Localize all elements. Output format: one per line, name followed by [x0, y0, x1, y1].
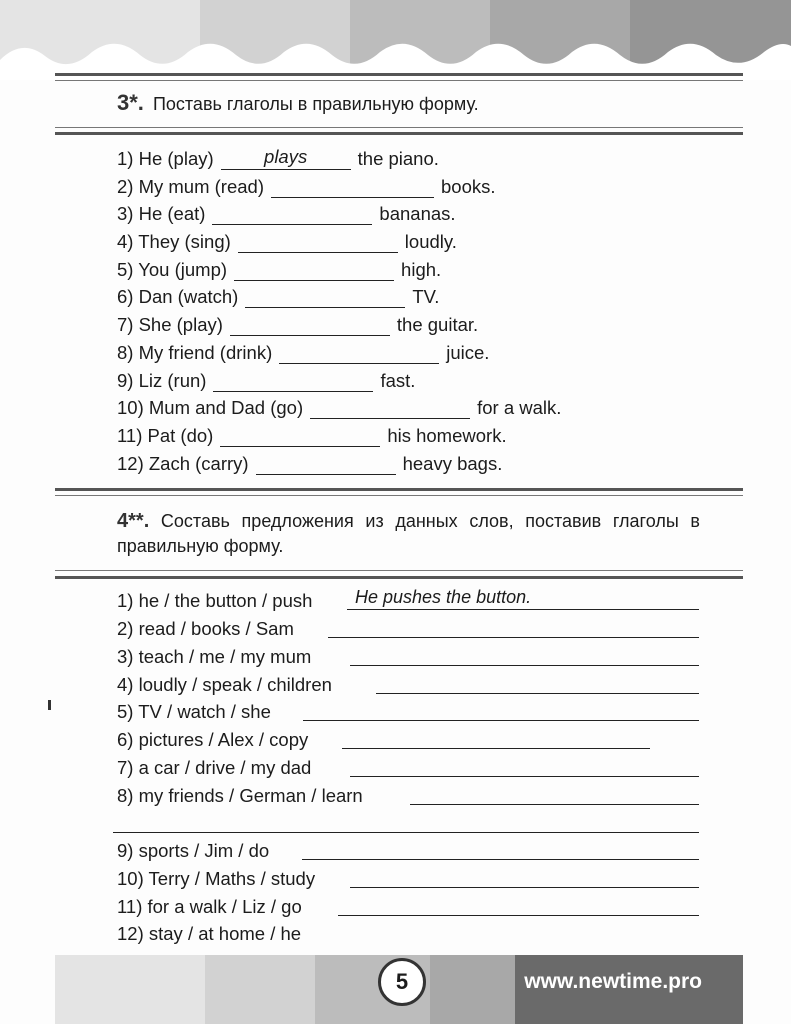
answer-blank[interactable]: [256, 454, 396, 475]
task4-number: 4**.: [117, 510, 150, 532]
item-prompt: 2) read / books / Sam: [117, 618, 294, 639]
item-prompt: 6) pictures / Alex / copy: [117, 729, 309, 750]
answer-blank[interactable]: [234, 260, 394, 281]
answer-line[interactable]: [350, 643, 699, 666]
item-prompt: 7) a car / drive / my dad: [117, 757, 312, 778]
task4-instruction: Составь предложения из данных слов, поставив глаголы в правильную форму.: [117, 511, 700, 556]
divider: [55, 80, 743, 81]
answer-line[interactable]: [350, 865, 699, 888]
answer-blank[interactable]: [220, 426, 380, 447]
item-prompt: 9) Liz (run): [117, 370, 207, 391]
item-prompt: 11) Pat (do): [117, 425, 214, 446]
task4-item: [117, 864, 315, 890]
item-ending: high.: [401, 259, 442, 280]
item-ending: for a walk.: [477, 397, 562, 418]
item-prompt: 8) My friend (drink): [117, 342, 273, 363]
divider: [55, 73, 743, 76]
item-ending: books.: [441, 176, 496, 197]
item-prompt: 6) Dan (watch): [117, 286, 239, 307]
site-link[interactable]: www.newtime.pro: [524, 970, 702, 993]
divider: [55, 576, 743, 579]
item-prompt: 2) My mum (read): [117, 176, 264, 197]
header-band: [0, 0, 791, 80]
task3-item: [117, 255, 441, 281]
item-prompt: 11) for a walk / Liz / go: [117, 896, 302, 917]
task3-item: [117, 227, 457, 253]
answer-blank[interactable]: [279, 343, 439, 364]
item-prompt: 5) You (jump): [117, 259, 228, 280]
item-prompt: 5) TV / watch / she: [117, 701, 271, 722]
answer-blank[interactable]: [221, 146, 351, 170]
divider: [55, 132, 743, 135]
task4-item: [117, 919, 301, 945]
task3-item: [117, 449, 502, 475]
item-ending: the piano.: [357, 148, 439, 169]
answer-line[interactable]: [113, 810, 699, 833]
item-ending: juice.: [446, 342, 490, 363]
answer-blank[interactable]: [310, 398, 470, 419]
answer-blank[interactable]: [213, 371, 373, 392]
answer-line[interactable]: [303, 698, 699, 721]
answer-line[interactable]: [410, 782, 699, 805]
answer-blank[interactable]: [245, 287, 405, 308]
task4-item: [117, 697, 271, 723]
answer-line[interactable]: [302, 837, 699, 860]
answer-line[interactable]: [338, 893, 699, 916]
answer-line[interactable]: [328, 615, 699, 638]
task3-item: [117, 199, 456, 225]
item-prompt: 8) my friends / German / learn: [117, 785, 363, 806]
answer-line[interactable]: [350, 754, 699, 777]
divider: [55, 127, 743, 128]
item-prompt: 4) They (sing): [117, 231, 231, 252]
header-wave: [0, 0, 791, 80]
item-ending: the guitar.: [396, 314, 479, 335]
task4-item: [117, 642, 311, 668]
answer-line[interactable]: [347, 587, 699, 610]
item-prompt: 12) Zach (carry): [117, 453, 249, 474]
item-prompt: 3) teach / me / my mum: [117, 646, 312, 667]
answer-text: plays: [264, 146, 308, 167]
item-prompt: 7) She (play): [117, 314, 223, 335]
answer-text: He pushes the button.: [355, 587, 532, 607]
task3-item: [117, 393, 561, 419]
task3-title: [117, 90, 479, 116]
item-ending: heavy bags.: [402, 453, 503, 474]
item-prompt: 10) Terry / Maths / study: [117, 868, 316, 889]
task4-item: [117, 836, 269, 862]
page-number: 5: [378, 958, 426, 1006]
item-ending: his homework.: [387, 425, 507, 446]
task3-item: [117, 366, 415, 392]
task4-item: [117, 725, 308, 751]
divider: [55, 495, 743, 496]
item-ending: bananas.: [379, 203, 456, 224]
item-ending: fast.: [380, 370, 416, 391]
item-prompt: 1) he / the button / push: [117, 590, 313, 611]
item-prompt: 9) sports / Jim / do: [117, 840, 270, 861]
answer-blank[interactable]: [230, 315, 390, 336]
item-ending: TV.: [412, 286, 440, 307]
item-ending: loudly.: [404, 231, 457, 252]
task3-number: 3*.: [117, 90, 144, 115]
task3-item: [117, 172, 496, 198]
answer-blank[interactable]: [271, 177, 434, 198]
task3-item: [117, 144, 439, 170]
item-prompt: 10) Mum and Dad (go): [117, 397, 304, 418]
item-prompt: 4) loudly / speak / children: [117, 674, 332, 695]
task4-item: [117, 670, 332, 696]
task3-item: [117, 310, 478, 336]
task4-item: [117, 892, 302, 918]
task4-item: [117, 753, 311, 779]
task4-item: [117, 586, 312, 612]
answer-blank[interactable]: [238, 232, 398, 253]
task4-item: [117, 781, 363, 807]
item-prompt: 1) He (play): [117, 148, 214, 169]
task3-item: [117, 338, 489, 364]
divider: [55, 570, 743, 571]
item-prompt: 12) stay / at home / he: [117, 923, 302, 944]
task4-title: [117, 509, 700, 559]
footer-stripe: [205, 955, 315, 1024]
answer-blank[interactable]: [212, 204, 372, 225]
item-prompt: 3) He (eat): [117, 203, 206, 224]
answer-line[interactable]: [376, 671, 699, 694]
footer-stripe: [55, 955, 205, 1024]
task4-item: [117, 614, 294, 640]
answer-line[interactable]: [342, 726, 650, 749]
task3-item: [117, 282, 439, 308]
task3-item: [117, 421, 507, 447]
binding-mark: [48, 700, 51, 710]
divider: [55, 488, 743, 491]
task3-instruction: Поставь глаголы в правильную форму.: [152, 94, 479, 114]
